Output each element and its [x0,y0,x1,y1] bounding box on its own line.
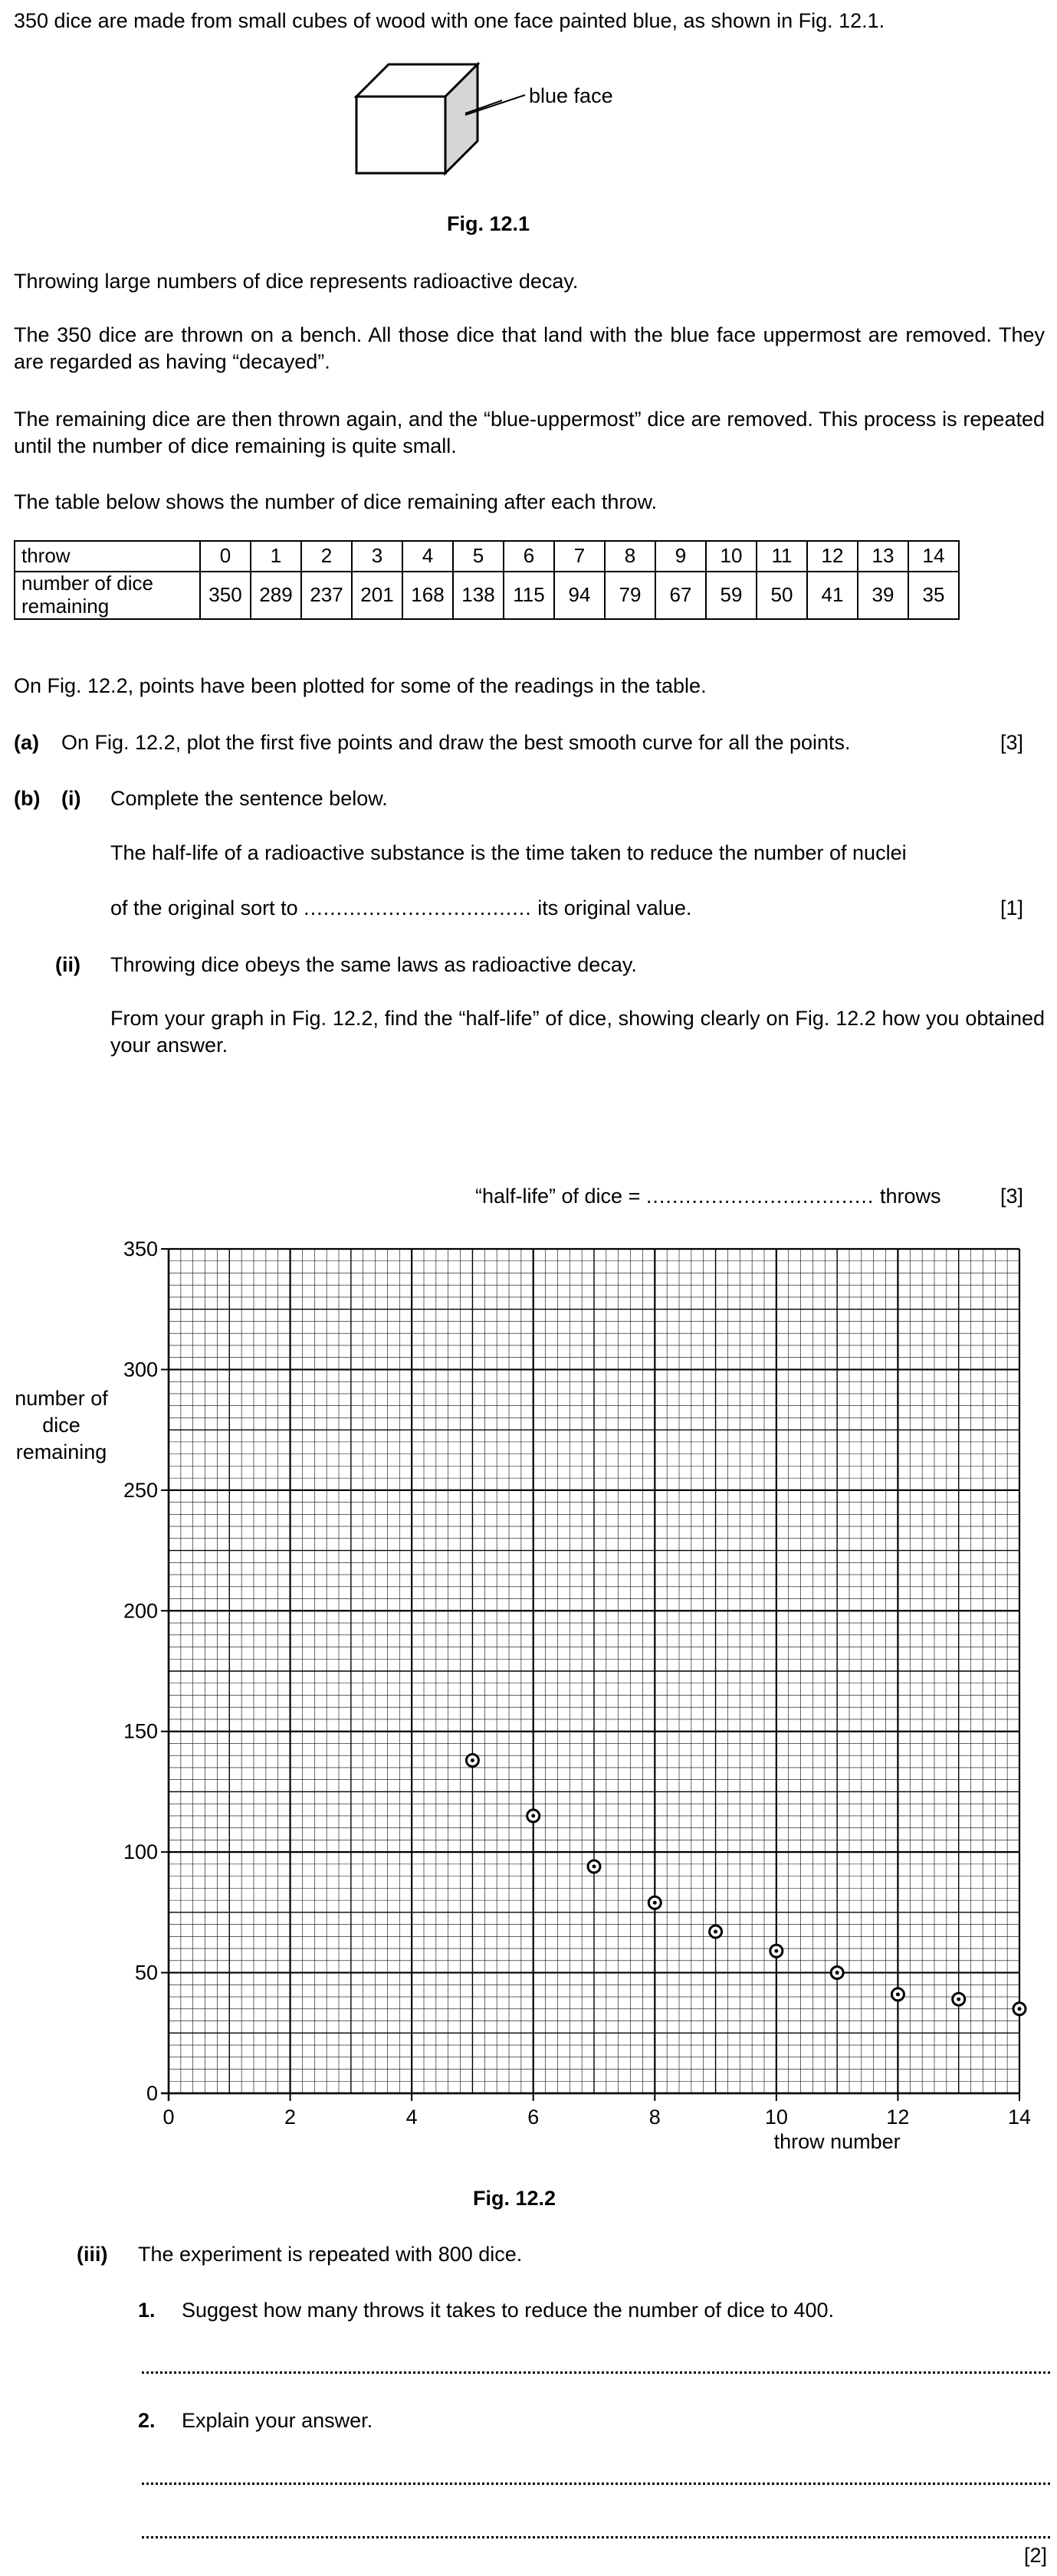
y-tick-label: 350 [123,1237,158,1260]
data-point-center [896,1992,900,1996]
cube-front-face [356,97,445,173]
answer-line-2[interactable] [142,2483,1050,2485]
question-a-text: On Fig. 12.2, plot the first five points and draw the best smooth curve for all the points. [61,731,851,754]
data-point-center [471,1758,474,1762]
question-b-ii-text-2: From your graph in Fig. 12.2, find the “half-life” of dice, showing clearly on Fig. 12.2 how you obtained your answer. [110,1007,1045,1057]
question-b-iii-marks: [2] [1024,2544,1048,2567]
data-point-center [653,1901,657,1905]
intro-text: 350 dice are made from small cubes of wood with one face painted blue, as shown in Fig. 12.1. [14,9,885,32]
part-2-text: Explain your answer. [182,2409,373,2432]
x-tick-label: 8 [648,2106,661,2129]
x-tick-label: 6 [527,2106,540,2129]
question-b-label: (b) [14,787,41,810]
question-a-marks: [3] [1000,731,1024,754]
half-life-sentence-1: The half-life of a radioactive substance is the time taken to reduce the number of nuclei [110,841,907,864]
dice-table [14,540,960,620]
data-point-center [593,1865,596,1869]
y-tick-label: 100 [123,1840,158,1864]
blue-face-label: blue face [529,84,613,107]
half-life-sentence-2: of the original sort to ................................... its original value. [110,896,692,919]
paragraph-5: On Fig. 12.2, points have been plotted for some of the readings in the table. [14,674,707,697]
paragraph-3: The remaining dice are then thrown again, and the “blue-uppermost” dice are removed. This process is repeated until the number of dice remaining is quite small. [14,408,1045,458]
data-point-center [957,1998,960,2001]
half-life-answer-line: “half-life” of dice = ................................... throws [475,1185,941,1208]
question-b-i-text: Complete the sentence below. [110,787,388,810]
row-label-remaining: number of dice remaining [15,572,200,619]
answer-line-3[interactable] [142,2536,1050,2538]
y-tick-label: 50 [134,1961,158,1984]
fig-12-1-caption: Fig. 12.1 [447,212,530,235]
y-axis-label: number of dice remaining [15,1387,108,1464]
question-b-i-label: (i) [61,787,81,810]
data-point-center [714,1930,717,1934]
answer-blank-fraction[interactable]: ................................... [304,896,532,919]
question-b-iii-text: The experiment is repeated with 800 dice. [138,2243,523,2266]
paragraph-4: The table below shows the number of dice remaining after each throw. [14,490,657,513]
table-row-throw: throw 0 1 2 3 4 5 6 7 8 9 10 11 12 13 14 [15,541,959,572]
data-point-center [531,1814,535,1817]
table-row-remaining: number of dice remaining 350 289 237 201 168 138 115 94 79 67 59 50 41 39 35 [15,572,959,619]
leader-line-ext [465,90,527,121]
question-b-iii-label: (iii) [77,2243,108,2266]
question-b-i-marks: [1] [1000,896,1024,919]
fig-12-2-caption: Fig. 12.2 [473,2187,556,2210]
x-tick-label: 10 [764,2106,788,2129]
question-b-ii-text: Throwing dice obeys the same laws as radioactive decay. [110,953,637,976]
question-b-ii-label: (ii) [55,953,80,976]
x-tick-label: 2 [284,2106,297,2129]
part-1-text: Suggest how many throws it takes to reduce the number of dice to 400. [182,2299,834,2322]
data-point-center [774,1949,778,1953]
row-label-throw: throw [15,541,200,572]
question-b-ii-marks: [3] [1000,1185,1024,1208]
y-tick-label: 0 [146,2082,158,2105]
y-tick-label: 250 [123,1478,158,1502]
x-tick-label: 4 [405,2106,418,2129]
data-point-center [1018,2007,1022,2011]
part-1-number: 1. [138,2299,156,2322]
part-2-number: 2. [138,2409,156,2432]
paragraph-2: The 350 dice are thrown on a bench. All those dice that land with the blue face uppermost are removed. They are regarded as having “decayed”. [14,323,1045,374]
x-tick-label: 14 [1007,2106,1032,2129]
paragraph-1: Throwing large numbers of dice represents radioactive decay. [14,270,579,293]
half-life-answer-blank[interactable]: ................................... [645,1185,875,1208]
decay-graph [0,1218,1057,2168]
y-tick-label: 150 [123,1719,158,1743]
y-tick-label: 200 [123,1599,158,1623]
data-point-center [835,1971,839,1975]
y-tick-label: 300 [123,1358,158,1381]
x-tick-label: 0 [162,2106,175,2129]
x-tick-label: 12 [886,2106,910,2129]
x-axis-label: throw number [773,2130,901,2153]
answer-line-1[interactable] [142,2371,1050,2374]
question-a-label: (a) [14,731,39,754]
